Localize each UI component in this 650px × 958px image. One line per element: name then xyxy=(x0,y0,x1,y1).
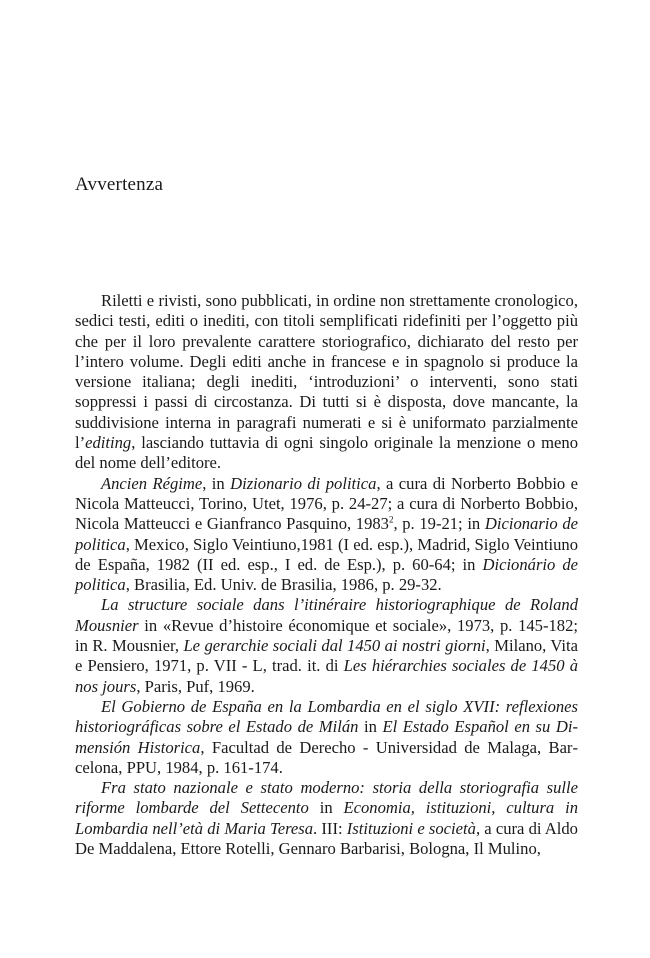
text-run: , Brasilia, Ed. Univ. de Brasilia, 1986, p. 29-32. xyxy=(125,575,442,595)
italic-text: Dizionario di politica xyxy=(230,473,377,493)
text-run: , p. 19-21; in xyxy=(393,514,485,534)
text-run: in xyxy=(308,798,344,818)
body-text xyxy=(75,291,578,859)
italic-text: Les hiérarchies sociales de 1450 à nos jours xyxy=(75,656,578,696)
text-run: , a cura di Norberto Bobbio e Nicola Matteucci, Torino, Utet, 1976, p. 24-27; a cura di Norberto Bobbio, Nicola Matteucci e Gianfranco Pasquino, 1983 xyxy=(75,473,578,534)
italic-text: Dicionario de politica xyxy=(75,514,579,554)
text-run: . III: xyxy=(313,818,347,838)
italic-text: Economia, istituzioni, cultura in Lombardia nell’età di Maria Teresa xyxy=(75,798,578,838)
text-run: , Paris, Puf, 1969. xyxy=(136,676,255,696)
italic-text: editing xyxy=(85,433,132,453)
text-run: , a cura di Aldo De Maddalena, Ettore Rotelli, Gennaro Barbarisi, Bologna, Il Mulino, xyxy=(75,818,578,859)
paragraph xyxy=(75,595,578,696)
superscript: 2 xyxy=(388,514,394,525)
page-title: Avvertenza xyxy=(75,174,164,195)
text-run: in «Revue d’histoire économique et sociale», 1973, p. 145-182; in R. Mousnier, xyxy=(75,615,578,656)
paragraph xyxy=(75,291,578,474)
italic-text: El Estado Español en su Dimensión Historica xyxy=(75,717,578,757)
italic-text: Ancien Régime xyxy=(101,473,203,493)
italic-text: La structure sociale dans l’itinéraire historiographique de Roland Mousnier xyxy=(75,595,578,635)
text-run: , Milano, Vita e Pensiero, 1971, p. VII - L, trad. it. di xyxy=(75,636,578,676)
italic-text: El Gobierno de España en la Lombardia en el siglo XVII: reflexiones historiográficas sobre el Estado de Milán xyxy=(75,696,578,737)
italic-text: Dicionário de politica xyxy=(75,554,578,595)
paragraph xyxy=(75,474,578,596)
text-run: in xyxy=(358,717,383,737)
text-run: , in xyxy=(202,473,231,493)
paragraph xyxy=(75,697,578,778)
text-run: , lasciando tuttavia di ogni singolo originale la menzione o meno del nome dell’editore. xyxy=(75,433,578,473)
italic-text: Fra stato nazionale e stato moderno: storia della storiografia sulle riforme lombarde del Settecento xyxy=(75,778,578,818)
italic-text: Istituzioni e società xyxy=(346,818,476,838)
text-run: Riletti e rivisti, sono pubblicati, in ordine non strettamente cronologico, sedici testi, editi o inediti, con titoli semplificati ridefiniti per l’oggetto più che per il loro prevalente carattere storiografico, dichiarato del resto per l’intero volume. Degli editi anche in francese e in spagnolo si produce la versione italiana; degli inediti, ‘introduzioni’ o interventi, sono stati soppressi i passi di circostanza. Di tutti si è disposta, dove mancante, la suddivisione interna in paragrafi numerati e si è uniformato parzialmente l’ xyxy=(75,291,578,453)
paragraph xyxy=(75,778,578,859)
text-run: , Mexico, Siglo Veintiuno,1981 (I ed. esp.), Madrid, Siglo Veintiuno de España, 1982 (II ed. esp., I ed. de Esp.), p. 60-64; in xyxy=(75,534,578,574)
text-run: , Facultad de Derecho - Universidad de Malaga, Barcelona, PPU, 1984, p. 161-174. xyxy=(75,737,578,777)
italic-text: Le gerarchie sociali dal 1450 ai nostri giorni xyxy=(183,636,486,656)
